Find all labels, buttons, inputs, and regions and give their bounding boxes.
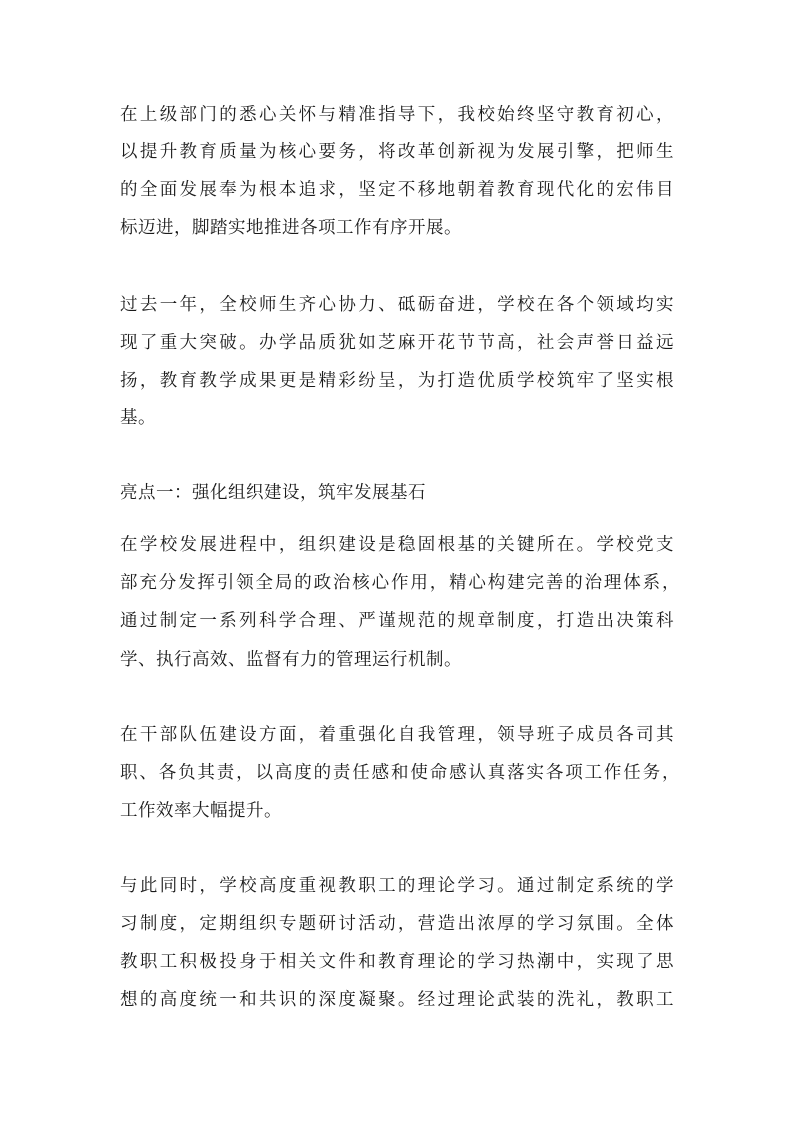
text-line: 在上级部门的悉心关怀与精准指导下，我校始终坚守教育初心， — [120, 105, 674, 125]
text-line: 学、执行高效、监督有力的管理运行机制。 — [120, 650, 462, 670]
text-line: 职、各负其责，以高度的责任感和使命感认真落实各项工作任务， — [120, 763, 680, 783]
text-line: 在干部队伍建设方面，着重强化自我管理，领导班子成员各司其 — [120, 725, 674, 745]
text-line: 工作效率大幅提升。 — [120, 801, 282, 821]
text-line: 的全面发展奉为根本追求，坚定不移地朝着教育现代化的宏伟目 — [120, 180, 674, 200]
heading-text: 亮点一：强化组织建设，筑牢发展基石 — [120, 483, 426, 503]
text-line: 想的高度统一和共识的深度凝聚。经过理论武装的洗礼，教职工 — [120, 990, 674, 1010]
text-line: 现了重大突破。办学品质犹如芝麻开花节节高，社会声誉日益远 — [120, 333, 674, 353]
text-line: 在学校发展进程中，组织建设是稳固根基的关键所在。学校党支 — [120, 535, 674, 555]
text-line: 部充分发挥引领全局的政治核心作用，精心构建完善的治理体系， — [120, 573, 680, 593]
text-line: 过去一年，全校师生齐心协力、砥砺奋进，学校在各个领域均实 — [120, 295, 674, 315]
text-line: 教职工积极投身于相关文件和教育理论的学习热潮中，实现了思 — [120, 952, 674, 972]
text-line: 扬，教育教学成果更是精彩纷呈，为打造优质学校筑牢了坚实根 — [120, 371, 674, 391]
text-line: 习制度，定期组织专题研讨活动，营造出浓厚的学习氛围。全体 — [120, 914, 674, 934]
text-line: 标迈进，脚踏实地推进各项工作有序开展。 — [120, 218, 462, 238]
text-line: 与此同时，学校高度重视教职工的理论学习。通过制定系统的学 — [120, 876, 674, 896]
text-line: 以提升教育质量为核心要务，将改革创新视为发展引擎，把师生 — [120, 142, 674, 162]
text-line: 基。 — [120, 408, 156, 428]
text-line: 通过制定一系列科学合理、严谨规范的规章制度，打造出决策科 — [120, 611, 674, 631]
